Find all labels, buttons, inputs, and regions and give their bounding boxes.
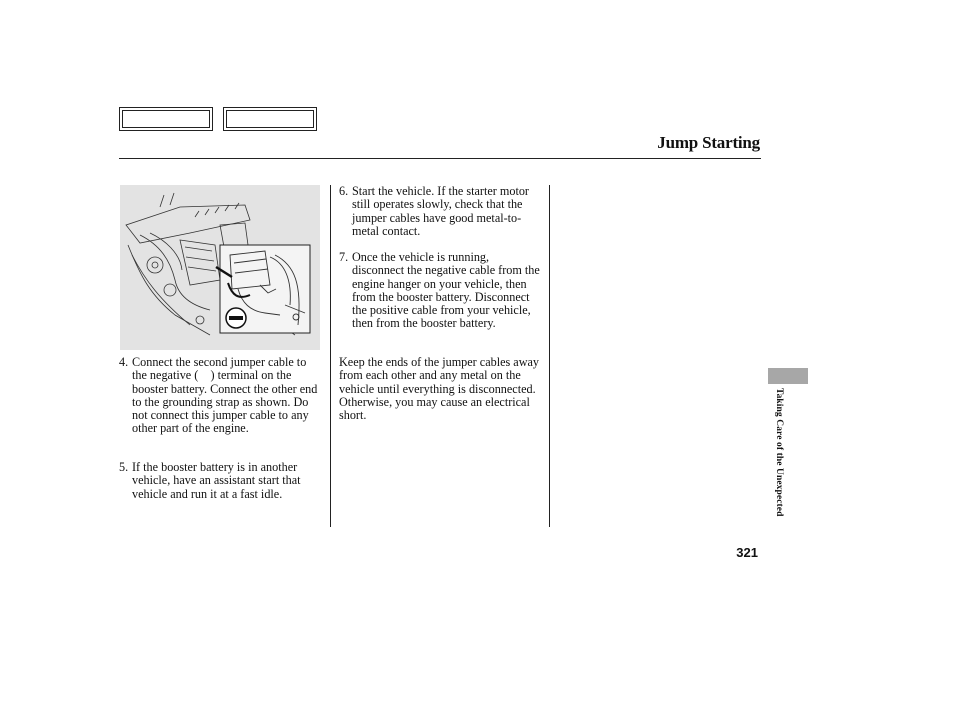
index-button[interactable]: [223, 107, 317, 131]
title-divider: [119, 158, 761, 159]
column-divider-2: [549, 185, 550, 527]
step-6: [339, 185, 544, 238]
step-text: If the booster battery is in another vehicle, have an assistant start that vehicle and run it at a fast idle.: [132, 460, 301, 501]
column-divider-1: [330, 185, 331, 527]
safety-note: Keep the ends of the jumper cables away from each other and any metal on the vehicle until everything is disconnected. Otherwise, you may cause an electrical short.: [339, 355, 539, 423]
step-5: [119, 461, 329, 501]
step-4: [119, 356, 321, 436]
step-text: Connect the second jumper cable to the negative ( ) terminal on the booster battery. Connect the other end to the grounding strap as shown. Do not connect this jumper cable to any other part of the engine.: [132, 355, 318, 436]
step-7: [339, 251, 544, 331]
main-menu-button[interactable]: [119, 107, 213, 131]
step-number: 7.: [339, 250, 349, 264]
negative-terminal-icon: [226, 308, 246, 328]
step-number: 5.: [119, 460, 129, 474]
page-number: 321: [736, 545, 758, 560]
step-text: Start the vehicle. If the starter motor still operates slowly, check that the jumper cables have good metal-to-metal contact.: [352, 184, 529, 238]
engine-bay-ground-strap-illustration: [120, 185, 320, 350]
step-number: 4.: [119, 355, 129, 369]
engine-bay-figure: [120, 185, 320, 350]
page-title: Jump Starting: [657, 133, 760, 152]
section-tab[interactable]: [768, 368, 808, 384]
section-label: Taking Care of the Unexpected: [774, 388, 784, 517]
step-number: 6.: [339, 184, 349, 198]
step-text: Once the vehicle is running, disconnect the negative cable from the engine hanger on your vehicle, then from the booster battery. Disconnect the positive cable from your vehicle, then from the booster battery.: [352, 250, 540, 331]
